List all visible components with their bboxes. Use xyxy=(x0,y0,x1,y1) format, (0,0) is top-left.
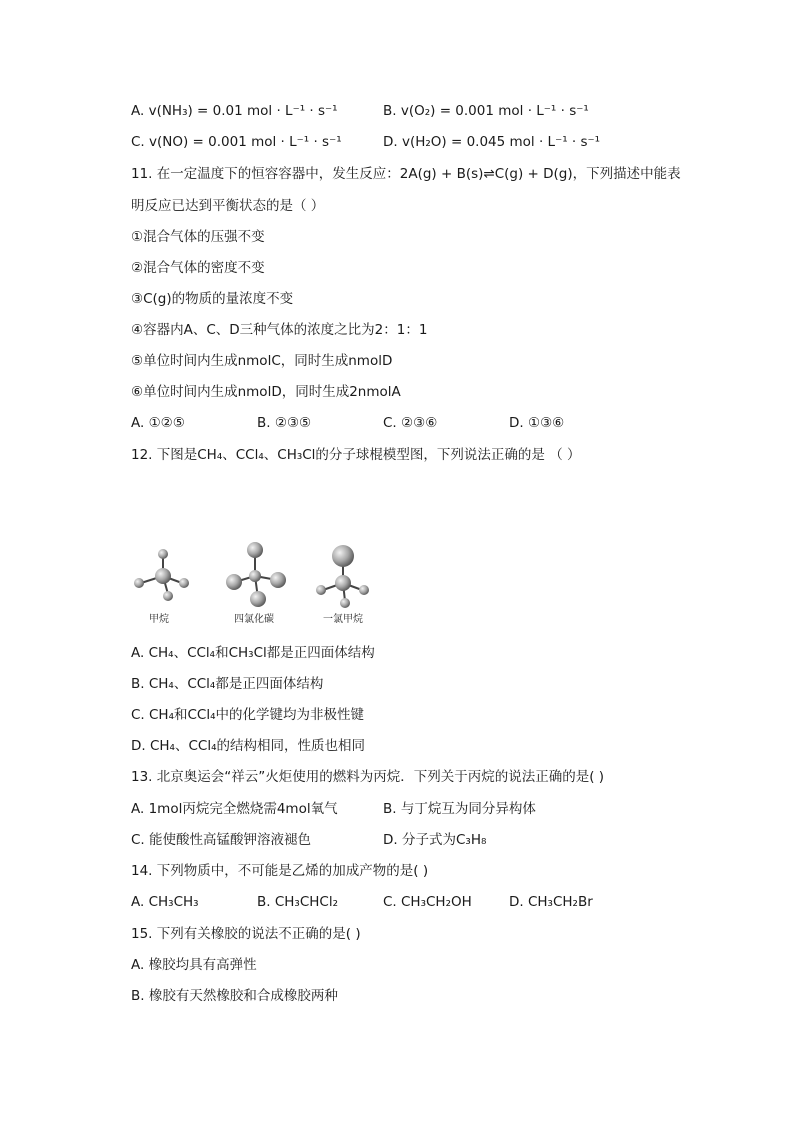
q11-item-6: ⑥单位时间内生成nmolD，同时生成2nmolA xyxy=(131,384,401,400)
q12-option-c: C. CH₄和CCl₄中的化学键均为非极性键 xyxy=(131,707,365,723)
caption-carbon-tetrachloride: 四氯化碳 xyxy=(234,614,274,625)
q14-option-a: A. CH₃CH₃ xyxy=(131,894,199,910)
q11-option-a: A. ①②⑤ xyxy=(131,415,185,431)
q13-option-a: A. 1mol丙烷完全燃烧需4mol氧气 xyxy=(131,801,338,817)
q13-option-b: B. 与丁烷互为同分异构体 xyxy=(383,801,536,817)
chloromethane-model xyxy=(316,545,369,608)
q11-option-b: B. ②③⑤ xyxy=(257,415,312,431)
molecule-ball-stick-figure xyxy=(131,538,391,630)
q14-option-d: D. CH₃CH₂Br xyxy=(509,894,593,910)
carbon-tetrachloride-model xyxy=(226,542,286,607)
q11-stem-line1: 11. 在一定温度下的恒容容器中，发生反应：2A(g) + B(s)⇌C(g) + D(g)，下列描述中能表 xyxy=(131,166,681,182)
q10-option-a: A. v(NH₃) = 0.01 mol · L⁻¹ · s⁻¹ xyxy=(131,103,338,119)
q11-stem-line2: 明反应已达到平衡状态的是（ ） xyxy=(131,198,325,214)
caption-chloromethane: 一氯甲烷 xyxy=(323,614,363,625)
q12-stem: 12. 下图是CH₄、CCl₄、CH₃Cl的分子球棍模型图，下列说法正确的是 （ ） xyxy=(131,447,581,463)
q15-option-a: A. 橡胶均具有高弹性 xyxy=(131,957,257,973)
q13-option-d: D. 分子式为C₃H₈ xyxy=(383,832,487,848)
q12-option-b: B. CH₄、CCl₄都是正四面体结构 xyxy=(131,676,324,692)
q15-stem: 15. 下列有关橡胶的说法不正确的是( ) xyxy=(131,926,361,942)
q11-item-4: ④容器内A、C、D三种气体的浓度之比为2：1：1 xyxy=(131,322,428,338)
q13-option-c: C. 能使酸性高锰酸钾溶液褪色 xyxy=(131,832,312,848)
q14-option-b: B. CH₃CHCl₂ xyxy=(257,894,338,910)
q10-option-d: D. v(H₂O) = 0.045 mol · L⁻¹ · s⁻¹ xyxy=(383,134,601,150)
q11-item-3: ③C(g)的物质的量浓度不变 xyxy=(131,291,294,307)
q10-option-c: C. v(NO) = 0.001 mol · L⁻¹ · s⁻¹ xyxy=(131,134,342,150)
q12-option-d: D. CH₄、CCl₄的结构相同，性质也相同 xyxy=(131,738,365,754)
q11-item-2: ②混合气体的密度不变 xyxy=(131,260,265,276)
q12-option-a: A. CH₄、CCl₄和CH₃Cl都是正四面体结构 xyxy=(131,645,375,661)
q11-option-c: C. ②③⑥ xyxy=(383,415,438,431)
q14-stem: 14. 下列物质中，不可能是乙烯的加成产物的是( ) xyxy=(131,863,429,879)
q13-stem: 13. 北京奥运会“祥云”火炬使用的燃料为丙烷．下列关于丙烷的说法正确的是( ) xyxy=(131,769,605,785)
q14-option-c: C. CH₃CH₂OH xyxy=(383,894,472,910)
methane-model xyxy=(134,549,189,601)
q15-option-b: B. 橡胶有天然橡胶和合成橡胶两种 xyxy=(131,988,338,1004)
q11-item-5: ⑤单位时间内生成nmolC，同时生成nmolD xyxy=(131,353,393,369)
q11-option-d: D. ①③⑥ xyxy=(509,415,565,431)
caption-methane: 甲烷 xyxy=(149,614,169,625)
q11-item-1: ①混合气体的压强不变 xyxy=(131,229,265,245)
q10-option-b: B. v(O₂) = 0.001 mol · L⁻¹ · s⁻¹ xyxy=(383,103,589,119)
